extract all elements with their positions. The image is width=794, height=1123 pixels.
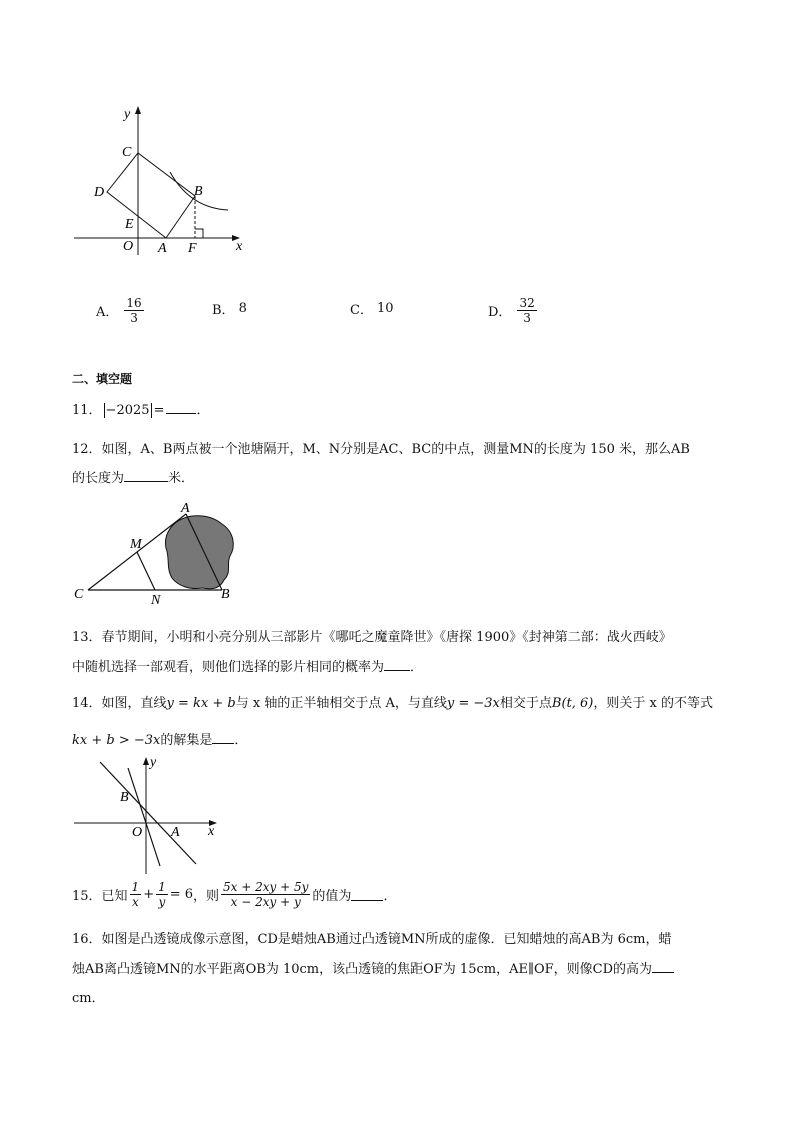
line-kx-b <box>100 762 196 864</box>
q14-inequality: kx + b > −3x <box>72 733 161 748</box>
q12-figure <box>70 498 250 608</box>
q15-post: 的值为 <box>312 889 352 904</box>
option-d-num: 32 <box>519 296 535 310</box>
y-axis-arrow <box>135 106 141 114</box>
question-14-line-1 <box>72 692 713 711</box>
q15-period: ． <box>383 889 397 904</box>
label-a: A <box>158 241 167 256</box>
q11-prefix: 11． <box>72 403 102 418</box>
label-o14: O <box>132 825 143 840</box>
option-c-letter: C． <box>350 303 373 318</box>
q15-frac-1 <box>130 880 142 909</box>
option-b-value: 8 <box>238 301 247 316</box>
q13-period: ． <box>410 660 424 675</box>
q11-equals: = <box>153 403 165 418</box>
question-14-line-2 <box>72 729 247 748</box>
option-d[interactable] <box>488 296 537 325</box>
question-11 <box>72 399 209 418</box>
q15-f2-den: y <box>158 895 166 909</box>
q16-answer-blank[interactable] <box>652 960 674 973</box>
q14-point: B(t, 6) <box>551 696 594 711</box>
option-d-letter: D． <box>488 305 512 320</box>
label-n12: N <box>151 593 161 608</box>
option-a-num: 16 <box>126 296 142 310</box>
q14-a: 14．如图，直线 <box>72 696 167 711</box>
q11-abs-right <box>151 403 152 418</box>
q15-mid: ，则 <box>193 889 220 904</box>
question-12-line-2 <box>72 467 194 486</box>
q15-f3-den: x − 2xy + y <box>230 895 301 909</box>
label-x14: x <box>208 824 215 839</box>
q15-f1-num: 1 <box>131 880 140 894</box>
q14-eq2: y = −3x <box>446 696 500 711</box>
question-16-line-1: 16．如图是凸透镜成像示意图，CD是蜡烛AB通过凸透镜MN所成的虚像．已知蜡烛的高AB为 6cm，蜡 <box>72 932 672 947</box>
q14-eq1: y = kx + b <box>166 696 236 711</box>
label-o: O <box>123 239 134 254</box>
option-c[interactable] <box>350 299 394 318</box>
label-f: F <box>188 241 197 256</box>
q11-answer-blank[interactable] <box>166 401 196 414</box>
label-b12: B <box>221 587 230 602</box>
q14-b: 与 x 轴的正半轴相交于点 A，与直线 <box>235 696 447 711</box>
option-a-letter: A． <box>96 305 119 320</box>
label-m12: M <box>130 537 142 552</box>
quad-abcd <box>107 153 195 238</box>
label-x: x <box>236 239 243 254</box>
option-a[interactable] <box>96 296 144 325</box>
label-c: C <box>122 145 132 160</box>
option-a-fraction <box>124 296 143 325</box>
question-12-line-1: 12．如图，A、B两点被一个池塘隔开，M、N分别是AC、BC的中点，测量MN的长度为 150 米，那么AB <box>72 442 690 457</box>
q15-plus: + <box>143 887 155 902</box>
q14-figure <box>70 752 230 877</box>
q14-period: ． <box>234 733 248 748</box>
label-a12: A <box>181 501 190 516</box>
question-13-line-1: 13．春节期间，小明和小亮分别从三部影片《哪吒之魔童降世》《唐探 1900》《封神第二部：战火西岐》 <box>72 630 672 645</box>
q15-f1-den: x <box>131 895 139 909</box>
option-d-fraction <box>517 296 536 325</box>
q12-line2-pre: 的长度为 <box>72 471 125 486</box>
y-axis-arrow-14 <box>143 757 149 765</box>
q13-line2: 中随机选择一部观看，则他们选择的影片相同的概率为 <box>72 660 385 675</box>
q15-eq-val: = 6 <box>169 887 194 902</box>
option-c-value: 10 <box>376 301 394 316</box>
q15-f3-num: 5x + 2xy + 5y <box>223 880 309 894</box>
q15-frac-3 <box>221 880 310 909</box>
option-b[interactable] <box>212 299 247 318</box>
q15-f2-num: 1 <box>158 880 166 894</box>
label-e: E <box>125 217 134 232</box>
q13-answer-blank[interactable] <box>384 658 410 671</box>
q15-prefix: 15．已知 <box>72 889 128 904</box>
option-d-den: 3 <box>523 311 531 325</box>
question-16-line-3: cm． <box>72 991 105 1006</box>
label-a14: A <box>171 825 180 840</box>
q14-d: ，则关于 x 的不等式 <box>593 696 713 711</box>
label-c12: C <box>74 587 84 602</box>
option-b-letter: B． <box>212 303 235 318</box>
label-b14: B <box>120 790 129 805</box>
q15-answer-blank[interactable] <box>351 888 383 901</box>
q16-line2: 烛AB离凸透镜MN的水平距离OB为 10cm，该凸透镜的焦距OF为 15cm，AE∥OF，则像CD的高为 <box>72 962 653 977</box>
q12-answer-blank[interactable] <box>124 469 168 482</box>
section-title: 二、填空题 <box>72 372 133 386</box>
label-y14: y <box>150 755 157 770</box>
label-b: B <box>194 184 203 199</box>
q14-c: 相交于点 <box>499 696 552 711</box>
q11-expr: −2025 <box>105 403 150 418</box>
pond-shape <box>165 516 233 589</box>
right-angle-mark <box>195 229 203 238</box>
line-neg3x <box>128 768 160 866</box>
q12-line2-post: 米． <box>168 471 195 486</box>
label-y: y <box>124 107 131 122</box>
question-13-line-2 <box>72 656 423 675</box>
question-16-line-2 <box>72 958 674 977</box>
q15-frac-2 <box>156 880 168 909</box>
label-d: D <box>94 185 105 200</box>
q14-answer-blank[interactable] <box>212 731 234 744</box>
q11-period: ． <box>196 403 210 418</box>
option-a-den: 3 <box>130 311 138 325</box>
segment-mn <box>137 552 155 590</box>
question-15 <box>72 880 396 909</box>
q10-figure <box>70 100 260 260</box>
q14-line2-post: 的解集是 <box>160 733 213 748</box>
